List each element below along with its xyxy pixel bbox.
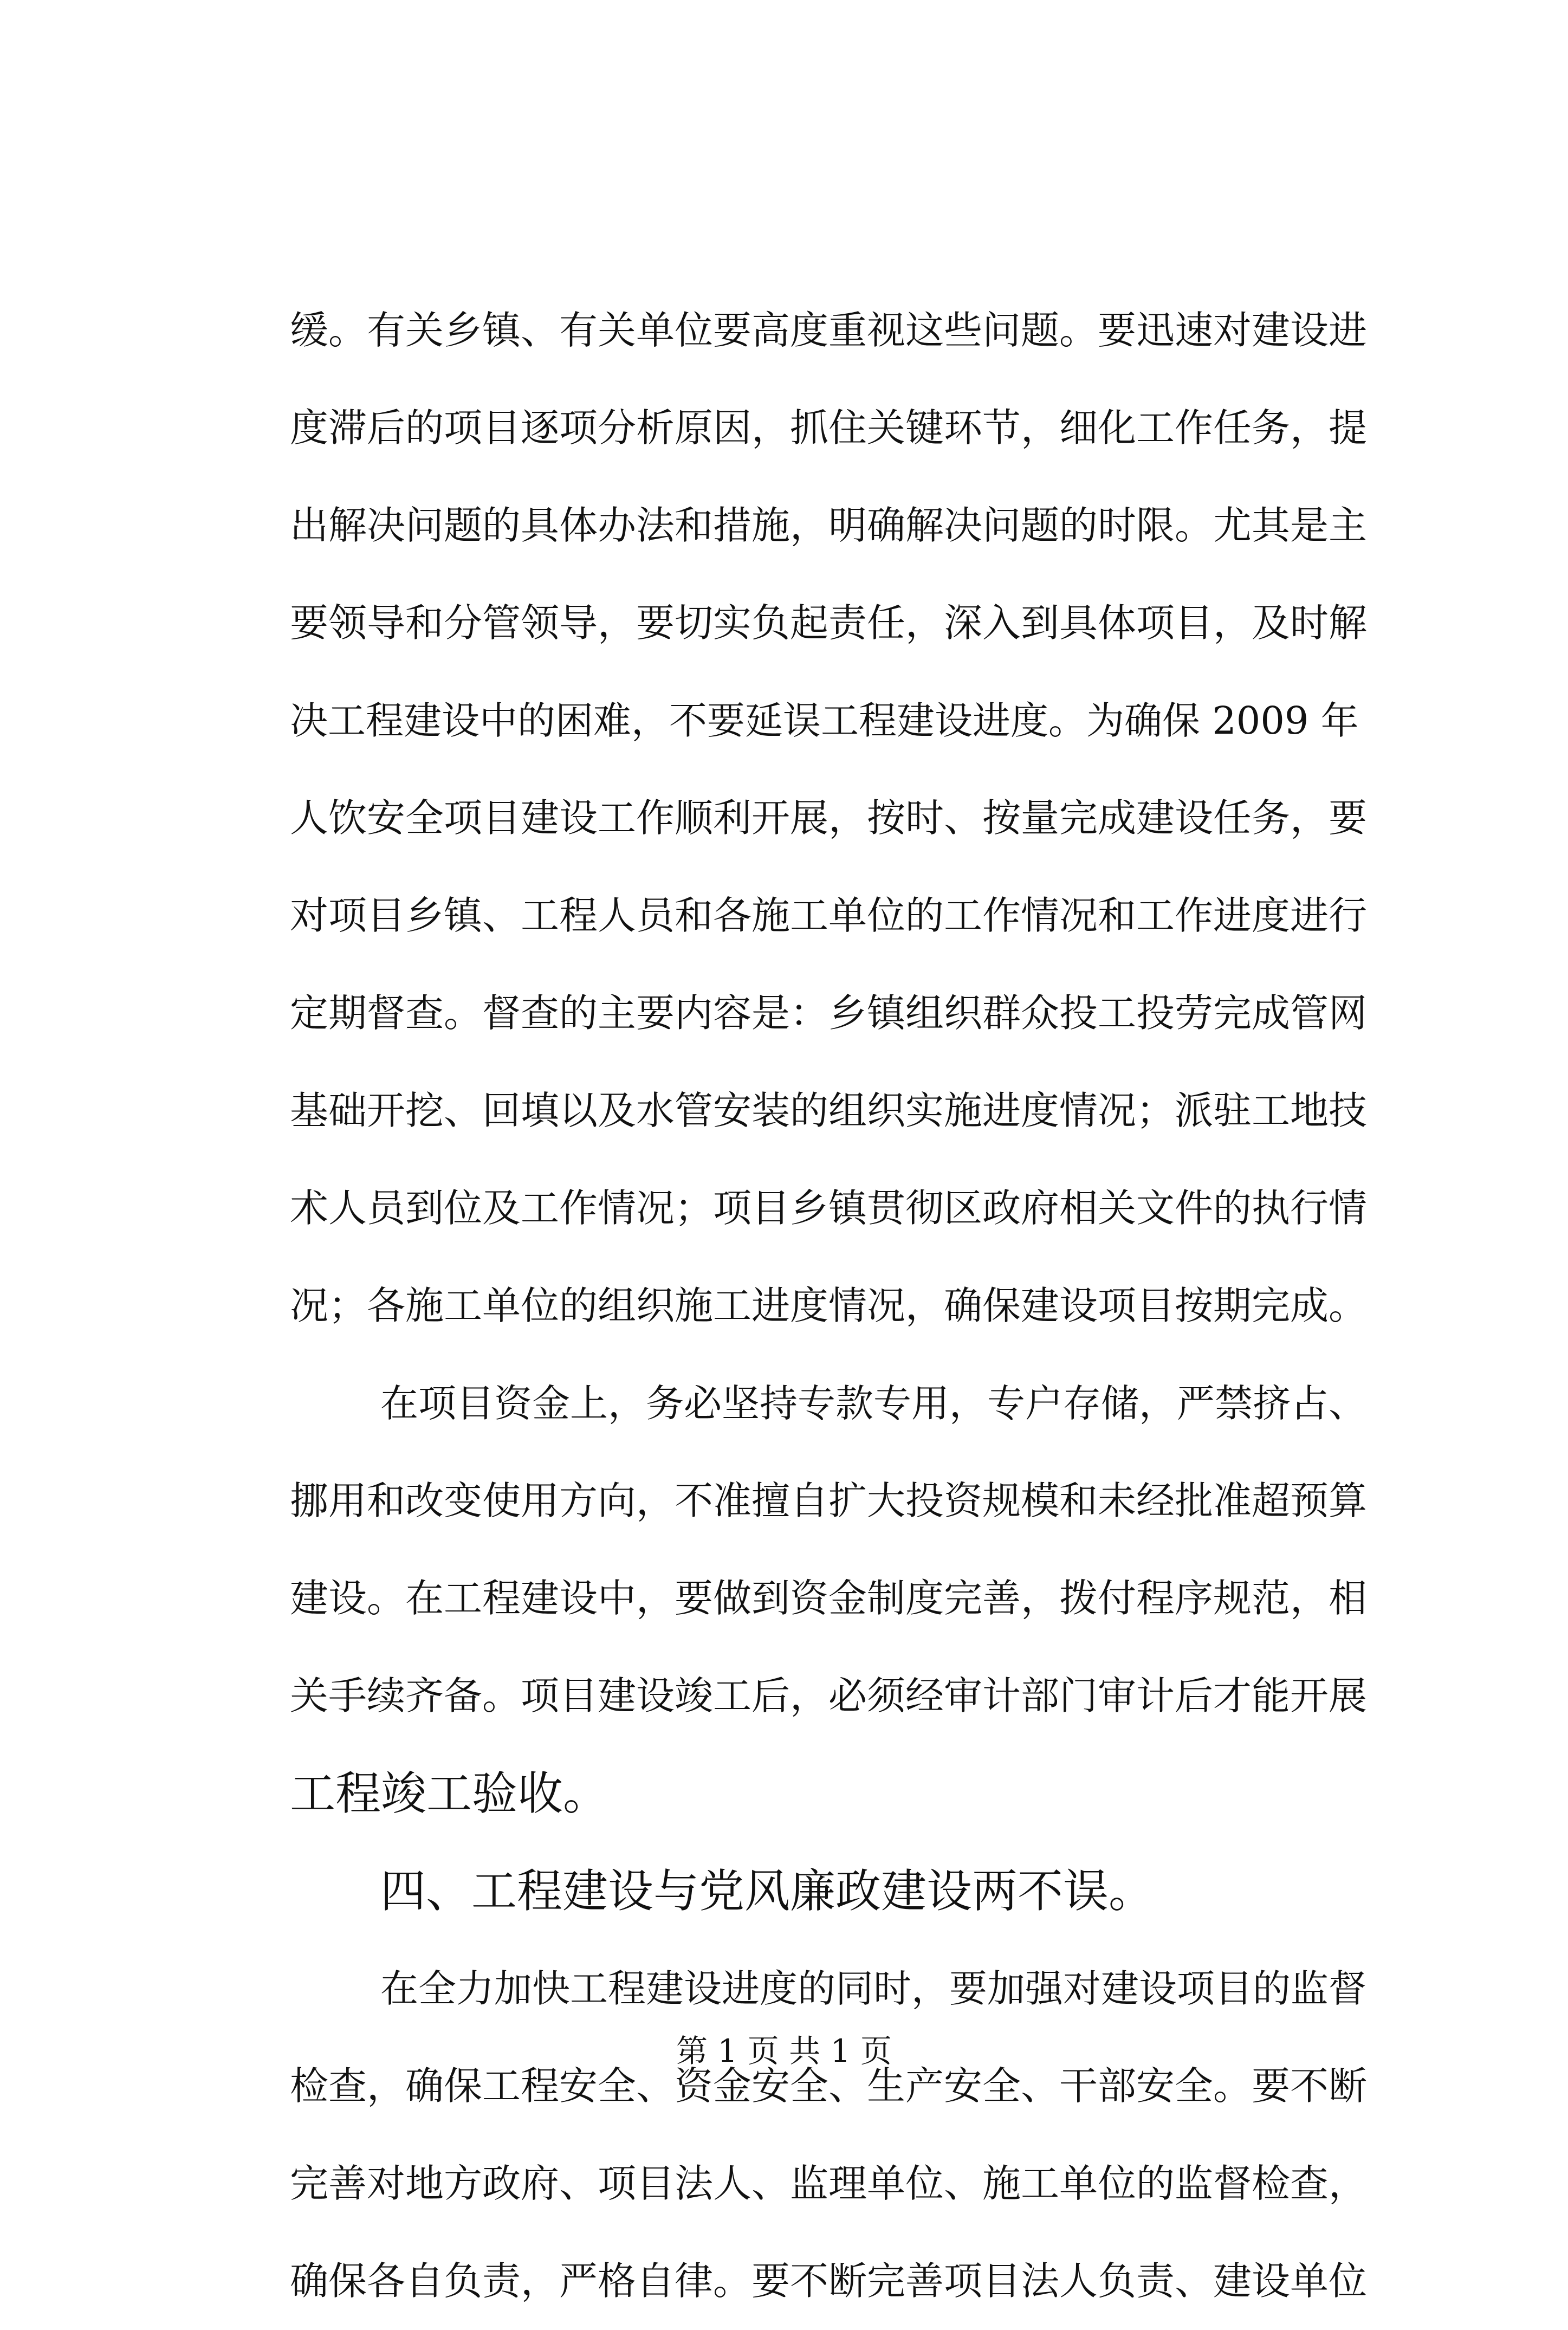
text-line: 缓。有关乡镇、有关单位要高度重视这些问题。要迅速对建设进 xyxy=(290,308,1368,353)
text-line: 出解决问题的具体办法和措施，明确解决问题的时限。尤其是主 xyxy=(290,503,1368,548)
text-line: 检查，确保工程安全、资金安全、生产安全、干部安全。要不断 xyxy=(290,2063,1368,2108)
document-body xyxy=(290,282,1368,2330)
text-line: 人饮安全项目建设工作顺利开展，按时、按量完成建设任务，要 xyxy=(290,795,1368,840)
text-line: 确保各自负责，严格自律。要不断完善项目法人负责、建设单位 xyxy=(290,2258,1368,2303)
text-line: 四、工程建设与党风廉政建设两不误。 xyxy=(380,1865,1155,1918)
text-line: 工程竣工验收。 xyxy=(290,1767,609,1820)
text-line: 要领导和分管领导，要切实负起责任，深入到具体项目，及时解 xyxy=(290,600,1368,645)
text-line: 关手续齐备。项目建设竣工后，必须经审计部门审计后才能开展 xyxy=(290,1673,1368,1718)
text-line: 在全力加快工程建设进度的同时，要加强对建设项目的监督 xyxy=(380,1966,1366,2011)
text-line: 在项目资金上，务必坚持专款专用，专户存储，严禁挤占、 xyxy=(380,1381,1366,1426)
text-line: 完善对地方政府、项目法人、监理单位、施工单位的监督检查， xyxy=(290,2161,1368,2206)
text-line: 况；各施工单位的组织施工进度情况，确保建设项目按期完成。 xyxy=(290,1283,1368,1328)
text-line: 定期督查。督查的主要内容是：乡镇组织群众投工投劳完成管网 xyxy=(290,991,1368,1035)
text-line: 建设。在工程建设中，要做到资金制度完善，拨付程序规范，相 xyxy=(290,1576,1368,1621)
text-line: 度滞后的项目逐项分析原因，抓住关键环节，细化工作任务，提 xyxy=(290,405,1368,450)
text-line: 基础开挖、回填以及水管安装的组织实施进度情况；派驻工地技 xyxy=(290,1088,1368,1133)
text-line: 对项目乡镇、工程人员和各施工单位的工作情况和工作进度进行 xyxy=(290,893,1368,938)
text-line: 决工程建设中的困难，不要延误工程建设进度。为确保 2009 年 xyxy=(290,698,1359,743)
text-line: 术人员到位及工作情况；项目乡镇贯彻区政府相关文件的执行情 xyxy=(290,1186,1368,1231)
page-footer: 第 1 页 共 1 页 xyxy=(676,2033,892,2069)
text-line: 挪用和改变使用方向，不准擅自扩大投资规模和未经批准超预算 xyxy=(290,1478,1368,1523)
